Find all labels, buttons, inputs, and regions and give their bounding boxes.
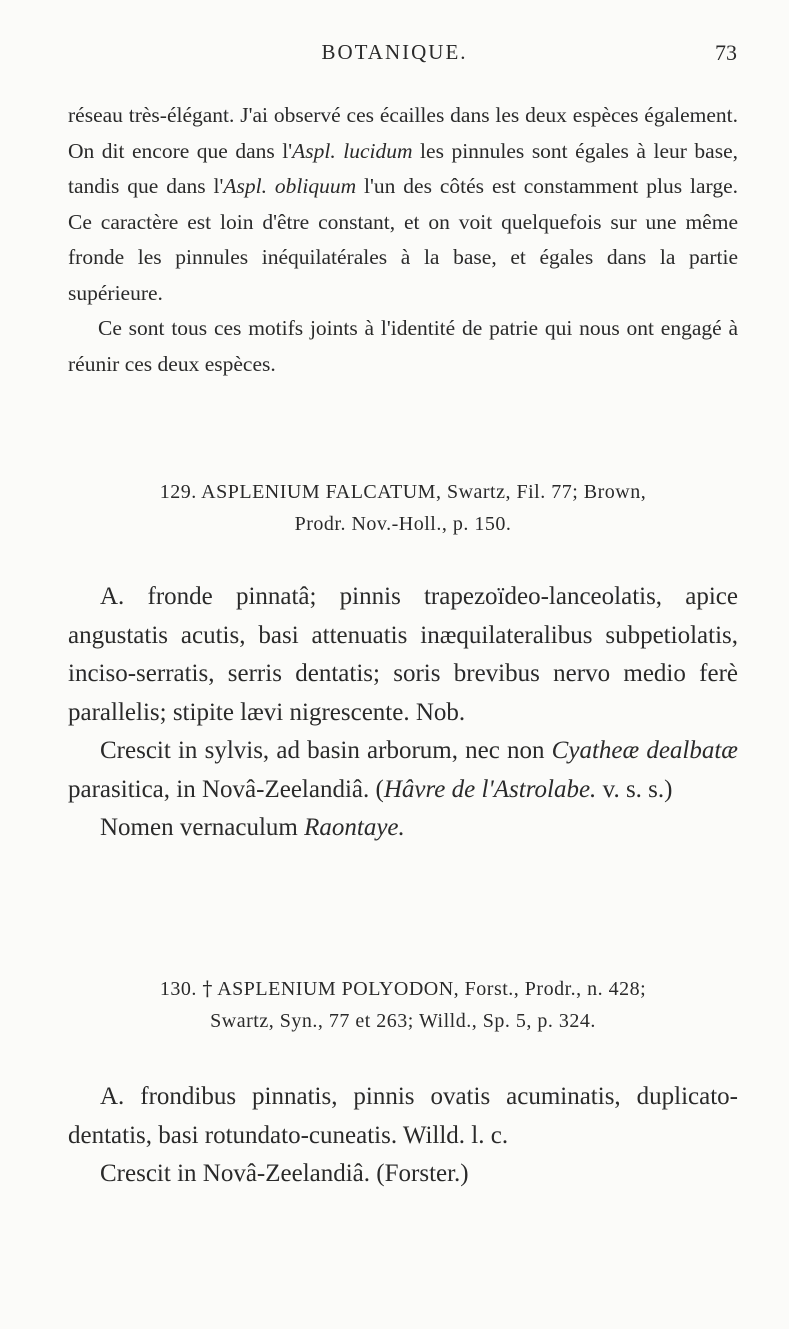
entry-heading <box>68 972 738 1037</box>
entry-heading-text: ASPLENIUM POLYODON, Forst., Prodr., n. 428; <box>212 978 647 1000</box>
species-name-lucidum: Aspl. lucidum <box>292 138 413 163</box>
running-title: BOTANIQUE. <box>321 40 468 64</box>
species-name-obliquum: Aspl. obliquum <box>223 174 357 198</box>
vernacular-value: Raontaye. <box>304 814 405 841</box>
entry-description: A. frondibus pinnatis, pinnis ovatis acuminatis, duplicato-dentatis, basi rotundato-cuneatis. Willd. l. c. <box>68 1083 738 1149</box>
intro-section <box>68 98 738 382</box>
entry-heading-line: Swartz, Syn., 77 et 263; Willd., Sp. 5, p. 324. <box>210 1010 596 1032</box>
vernacular-label: Nomen vernaculum <box>100 814 305 841</box>
entry-129-heading <box>68 476 738 540</box>
entry-habitat: Crescit in Novâ-Zeelandiâ. (Forster.) <box>100 1160 469 1187</box>
entry-130-body <box>68 1078 738 1194</box>
entry-heading-line <box>68 972 738 1005</box>
habitat-text: v. s. s.) <box>596 775 673 803</box>
entry-129-body <box>68 578 738 848</box>
intro-text: l'un des côtés est constamment plus large. Ce caractère est loin d'être constant, et on voit quelquefois sur une même fronde les pinnules inéquilatérales à la base, et égales dans la partie supérieure. <box>68 174 738 305</box>
intro-text: les pinnules sont égales à leur base, tandis que dans l' <box>68 138 738 198</box>
entry-number: 130. <box>159 978 197 1000</box>
intro-paragraph-2: Ce sont tous ces motifs joints à l'identité de patrie qui nous ont engagé à réunir ces deux espèces. <box>68 316 738 376</box>
habitat-text: Crescit in sylvis, ad basin arborum, nec non <box>100 737 552 764</box>
page-number: 73 <box>715 40 737 65</box>
running-head <box>0 40 789 70</box>
entry-vernacular-name <box>68 809 738 848</box>
entry-heading-line: 129. ASPLENIUM FALCATUM, Swartz, Fil. 77; Brown, <box>159 481 647 503</box>
entry-heading <box>68 476 738 540</box>
dagger-mark: † <box>202 976 213 1000</box>
entry-habitat <box>68 732 738 809</box>
habitat-text: parasitica, in Novâ-Zeelandiâ. ( <box>68 775 384 803</box>
entry-heading-line: Prodr. Nov.-Holl., p. 150. <box>294 513 512 535</box>
entry-130-heading <box>68 972 738 1037</box>
intro-text: réseau très-élégant. J'ai observé ces écailles dans les deux espèces également. On dit encore que dans l' <box>68 103 738 163</box>
entry-description: A. fronde pinnatâ; pinnis trapezoïdeo-lanceolatis, apice angustatis acutis, basi attenuatis inæquilateralibus subpetiolatis, inciso-serratis, serris dentatis; soris brevibus nervo medio ferè parallelis; stipite lævi nigrescente. Nob. <box>68 583 738 726</box>
locality-name: Hâvre de l'Astrolabe. <box>383 775 597 803</box>
intro-paragraph-1 <box>68 98 738 311</box>
host-species-name: Cyatheæ dealbatæ <box>551 737 738 764</box>
